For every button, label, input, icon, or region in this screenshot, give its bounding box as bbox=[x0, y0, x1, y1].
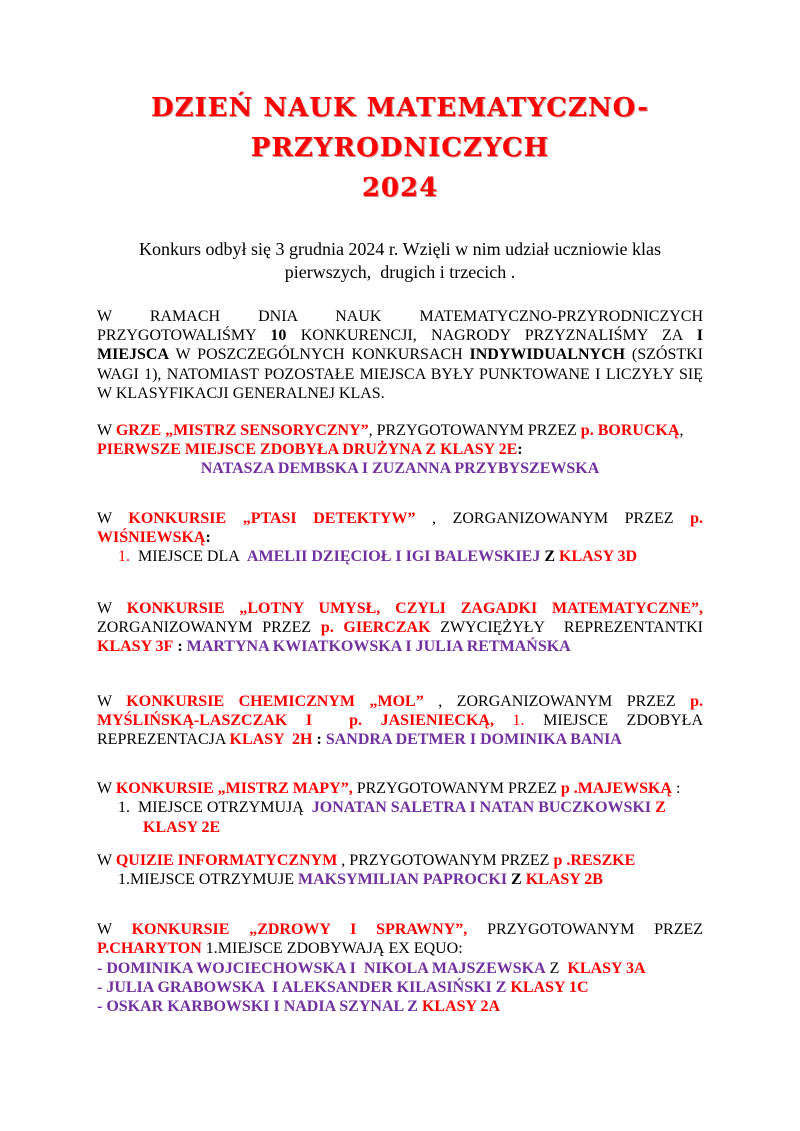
text-run: W bbox=[97, 421, 116, 439]
text-run: MIEJSCE OTRZYMUJĄ bbox=[130, 799, 312, 817]
text-run: p .RESZKE bbox=[553, 851, 636, 869]
paragraph-it-quiz-item bbox=[97, 870, 703, 889]
text-run: : bbox=[177, 638, 183, 656]
text-run: p. GIERCZAK bbox=[320, 619, 431, 637]
text-run: - OSKAR KARBOWSKI I NADIA SZYNAL Z bbox=[97, 997, 418, 1015]
text-run: KLASY 2B bbox=[525, 870, 603, 888]
text-run: AMELII DZIĘCIOŁ I IGI BALEWSKIEJ bbox=[246, 547, 541, 565]
text-run: JONATAN SALETRA I NATAN BUCZKOWSKI bbox=[311, 799, 652, 817]
text-run: : bbox=[517, 441, 523, 459]
text-run: (SZÓSTKI WAGI 1), NATOMIAST POZOSTAŁE MIEJSCA BYŁY PUNKTOWANE I LICZYŁY SIĘ W KLASYFIKACJI GENERALNEJ KLAS. bbox=[97, 346, 704, 402]
text-run: KLASY 3A bbox=[567, 959, 646, 977]
text-run: PRZYGOTOWANYM PRZEZ bbox=[467, 921, 704, 939]
text-run: P.CHARYTON bbox=[97, 940, 202, 958]
text-run: : bbox=[672, 780, 681, 798]
text-run: I MIEJSCA bbox=[97, 327, 703, 364]
text-run: Z bbox=[545, 959, 568, 977]
paragraph-bird-detective-item bbox=[97, 547, 703, 566]
text-run: MIEJSCE DLA bbox=[130, 547, 247, 565]
text-run: 1. bbox=[118, 547, 130, 565]
text-run: KONKURSIE „LOTNY UMYSŁ, CZYLI ZAGADKI MATEMATYCZNE”, bbox=[126, 600, 703, 618]
text-run: KLASY 1C bbox=[510, 978, 589, 996]
text-run: , PRZYGOTOWANYM PRZEZ bbox=[337, 851, 554, 869]
text-run: - JULIA GRABOWSKA I ALEKSANDER KILASIŃSKI Z bbox=[97, 978, 507, 996]
text-run: 1.MIEJSCE OTRZYMUJE bbox=[118, 870, 299, 888]
text-run: - DOMINIKA WOJCIECHOWSKA I NIKOLA MAJSZEWSKA bbox=[97, 959, 546, 977]
document-title bbox=[97, 88, 703, 208]
text-run: KLASY 3D bbox=[559, 547, 638, 565]
text-run: , ZORGANIZOWANYM PRZEZ bbox=[423, 692, 691, 710]
text-run: PIERWSZE MIEJSCE ZDOBYŁA DRUŻYNA Z KLASY 2E bbox=[97, 441, 518, 459]
text-run: W RAMACH DNIA NAUK MATEMATYCZNO-PRZYRODNICZYCH PRZYGOTOWALIŚMY bbox=[97, 308, 703, 345]
text-run: KLASY 3F bbox=[97, 638, 174, 656]
text-run: MIEJSCE ZDOBYŁA REPREZENTACJA bbox=[97, 711, 703, 748]
text-run: , ZORGANIZOWANYM PRZEZ bbox=[415, 509, 691, 527]
text-run: NATASZA DEMBSKA I ZUZANNA PRZYBYSZEWSKA bbox=[200, 460, 600, 478]
text-run: W bbox=[97, 780, 116, 798]
text-run: INDYWIDUALNYCH bbox=[469, 346, 626, 364]
paragraph-sensory-game-winners bbox=[97, 459, 703, 478]
text-run: Z bbox=[544, 547, 555, 565]
text-run: p .MAJEWSKĄ bbox=[560, 780, 672, 798]
text-run: p. WIŚNIEWSKĄ bbox=[97, 509, 704, 546]
paragraph-chemistry-mol bbox=[97, 692, 703, 750]
text-run: , PRZYGOTOWANYM PRZEZ bbox=[368, 421, 581, 439]
intro-paragraph bbox=[97, 238, 703, 283]
paragraph-healthy-fit-header bbox=[97, 920, 703, 958]
text-run: KONKURSIE „PTASI DETEKTYW” bbox=[128, 509, 416, 527]
paragraph-bird-detective-header bbox=[97, 509, 703, 547]
text-run bbox=[494, 712, 513, 729]
text-run: W bbox=[97, 921, 132, 939]
paragraph-map-master-header bbox=[97, 779, 703, 798]
text-run: Z bbox=[511, 870, 522, 888]
text-run: , bbox=[679, 421, 684, 439]
text-run: W POSZCZEGÓLNYCH KONKURSACH bbox=[169, 346, 470, 364]
title-line-1: DZIEŃ NAUK MATEMATYCZNO-PRZYRODNICZYCH bbox=[150, 93, 650, 163]
text-run: KONKURENCJI, NAGRODY PRZYZNALIŚMY ZA bbox=[286, 327, 697, 345]
text-run: GRZE „MISTRZ SENSORYCZNY” bbox=[115, 421, 369, 439]
text-run: : bbox=[316, 731, 322, 748]
paragraph-sensory-game-header bbox=[97, 421, 703, 459]
text-run: KONKURSIE CHEMICZNYM „MOL” bbox=[126, 692, 424, 710]
text-run: 1. bbox=[512, 711, 525, 729]
intro-line-2: pierwszych, drugich i trzecich . bbox=[284, 261, 516, 282]
text-run: ZORGANIZOWANYM PRZEZ bbox=[97, 619, 321, 637]
text-run: 1.MIEJSCE ZDOBYWAJĄ EX EQUO: bbox=[201, 940, 463, 958]
paragraph-general-info bbox=[97, 307, 703, 403]
paragraph-healthy-fit-winners bbox=[97, 959, 703, 1017]
text-run: KONKURSIE „ZDROWY I SPRAWNY”, bbox=[131, 921, 468, 939]
text-run: KLASY 2H bbox=[229, 731, 313, 748]
text-run: ZWYCIĘŻYŁY REPREZENTANTKI bbox=[430, 619, 703, 637]
text-run: W bbox=[97, 509, 129, 527]
text-run: 10 bbox=[270, 327, 287, 345]
text-run: MAKSYMILIAN PAPROCKI bbox=[298, 870, 508, 888]
paragraph-math-riddles bbox=[97, 599, 703, 657]
text-run: PRZYGOTOWANYM PRZEZ bbox=[352, 780, 561, 798]
paragraph-it-quiz-header bbox=[97, 851, 703, 870]
text-run: W bbox=[97, 692, 127, 710]
text-run: W bbox=[97, 851, 116, 869]
text-run: QUIZIE INFORMATYCZNYM bbox=[115, 851, 338, 869]
intro-line-1: Konkurs odbył się 3 grudnia 2024 r. Wzięli w nim udział uczniowie klas bbox=[138, 239, 662, 259]
text-run: 1. bbox=[118, 799, 130, 817]
text-run: KONKURSIE „MISTRZ MAPY”, bbox=[115, 780, 353, 798]
text-run: p. MYŚLIŃSKĄ-LASZCZAK I p. JASIENIECKĄ, bbox=[97, 692, 703, 729]
text-run: MARTYNA KWIATKOWSKA I JULIA RETMAŃSKA bbox=[186, 638, 571, 656]
paragraph-map-master-item bbox=[97, 798, 703, 836]
text-run: : bbox=[205, 528, 211, 546]
text-run: p. BORUCKĄ bbox=[580, 421, 680, 439]
text-run: KLASY 2A bbox=[421, 997, 501, 1015]
text-run: SANDRA DETMER I DOMINIKA BANIA bbox=[325, 731, 622, 748]
title-line-2: 2024 bbox=[361, 173, 439, 203]
text-run: Z KLASY 2E bbox=[143, 799, 666, 836]
text-run: W bbox=[97, 600, 127, 618]
